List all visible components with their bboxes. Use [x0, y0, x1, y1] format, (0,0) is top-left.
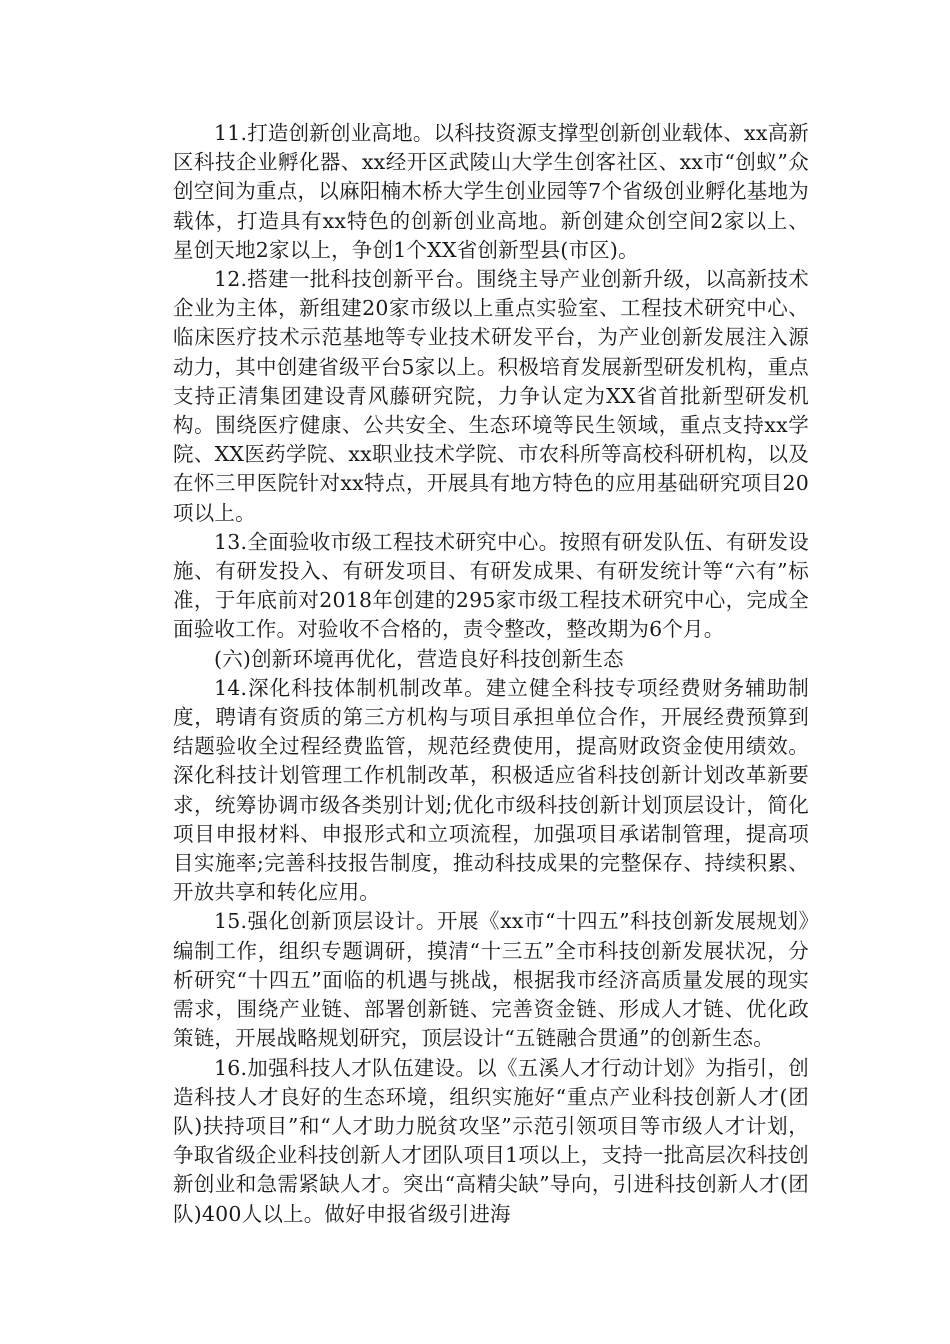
section-heading-6: (六)创新环境再优化，营造良好科技创新生态	[214, 646, 624, 671]
paragraph-12: 12.搭建一批科技创新平台。围绕主导产业创新升级，以高新技术企业为主体，新组建20家市级以上重点实验室、工程技术研究中心、临床医疗技术示范基地等专业技术研发平台，为产业创新发展注入源动力，其中创建省级平台5家以上。积极培育发展新型研发机构，重点支持正清集团建设青风藤研究院，力争认定为XX省首批新型研发机构。围绕医疗健康、公共安全、生态环境等民生领域，重点支持xx学院、XX医药学院、xx职业技术学院、市农科所等高校科研机构，以及在怀三甲医院针对xx特点，开展具有地方特色的应用基础研究项目20项以上。	[173, 267, 809, 525]
paragraph-11: 11.打造创新创业高地。以科技资源支撑型创新创业载体、xx高新区科技企业孵化器、xx经开区武陵山大学生创客社区、xx市“创蚁”众创空间为重点，以麻阳楠木桥大学生创业园等7个省级创业孵化基地为载体，打造具有xx特色的创新创业高地。新创建众创空间2家以上、星创天地2家以上，争创1个XX省创新型县(市区)。	[173, 121, 809, 262]
paragraph-14: 14.深化科技体制机制改革。建立健全科技专项经费财务辅助制度，聘请有资质的第三方机构与项目承担单位合作，开展经费预算到结题验收全过程经费监管，规范经费使用，提高财政资金使用绩效。深化科技计划管理工作机制改革，积极适应省科技创新计划改革新要求，统筹协调市级各类别计划;优化市级科技创新计划顶层设计，简化项目申报材料、申报形式和立项流程，加强项目承诺制管理，提高项目实施率;完善科技报告制度，推动科技成果的完整保存、持续积累、开放共享和转化应用。	[173, 675, 809, 905]
paragraph-16: 16.加强科技人才队伍建设。以《五溪人才行动计划》为指引，创造科技人才良好的生态环境，组织实施好“重点产业科技创新人才(团队)扶持项目”和“人才助力脱贫攻坚”示范引领项目等市级人才计划，争取省级企业科技创新人才团队项目1项以上，支持一批高层次科技创新创业和急需紧缺人才。突出“高精尖缺”导向，引进科技创新人才(团队)400人以上。做好申报省级引进海	[173, 1055, 809, 1226]
paragraph-15: 15.强化创新顶层设计。开展《xx市“十四五”科技创新发展规划》编制工作，组织专题调研，摸清“十三五”全市科技创新发展状况，分析研究“十四五”面临的机遇与挑战，根据我市经济高质量发展的现实需求，围绕产业链、部署创新链、完善资金链、形成人才链、优化政策链，开展战略规划研究，顶层设计“五链融合贯通”的创新生态。	[173, 909, 809, 1051]
paragraph-13: 13.全面验收市级工程技术研究中心。按照有研发队伍、有研发设施、有研发投入、有研发项目、有研发成果、有研发统计等“六有”标准，于年底前对2018年创建的295家市级工程技术研究中心，完成全面验收工作。对验收不合格的，责令整改，整改期为6个月。	[173, 529, 809, 642]
document-body	[173, 119, 809, 1229]
